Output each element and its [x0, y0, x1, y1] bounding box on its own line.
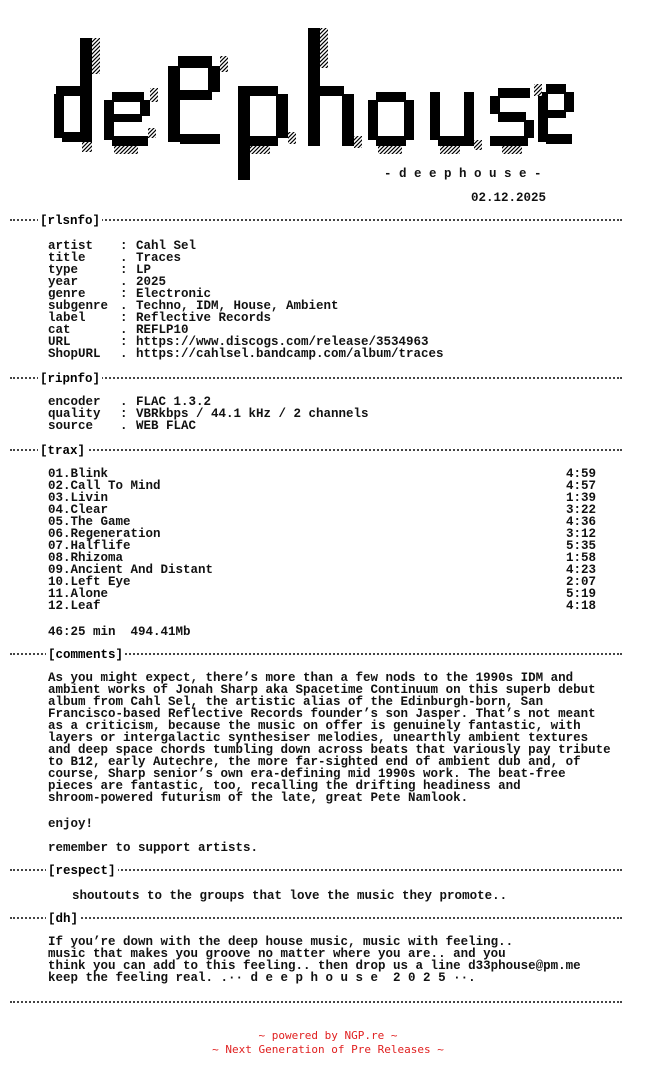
info-label: subgenre [48, 299, 109, 313]
track-duration: 4:59 [566, 467, 597, 481]
rip-separator: : [120, 407, 128, 421]
rip-value: FLAC 1.3.2 [136, 395, 212, 409]
track-duration: 4:57 [566, 479, 597, 493]
track-duration: 1:58 [566, 551, 597, 565]
track-duration: 1:39 [566, 491, 597, 505]
comment-line: as a criticism, because the music on offer is genuinely fantastic, with [48, 719, 581, 733]
rip-separator: . [120, 419, 128, 433]
info-separator: . [120, 275, 128, 289]
info-separator: : [120, 287, 128, 301]
info-separator: . [120, 251, 128, 265]
track-title: 11.Alone [48, 587, 109, 601]
info-value: 2025 [136, 275, 167, 289]
track-title: 08.Rhizoma [48, 551, 124, 565]
info-label: title [48, 251, 86, 265]
comment-line: to B12, early Autechre, the more far-sighted end of ambient dub and, of [48, 755, 581, 769]
rip-separator: . [120, 395, 128, 409]
comment-line: Francisco-based Reflective Records founder’s son Jasper. That’s not meant [48, 707, 596, 721]
total-runtime-size: 46:25 min 494.41Mb [48, 625, 191, 639]
footer-tagline: ~ Next Generation of Pre Releases ~ [212, 1043, 444, 1056]
track-duration: 5:19 [566, 587, 597, 601]
info-value: Techno, IDM, House, Ambient [136, 299, 339, 313]
info-label: label [48, 311, 86, 325]
rip-label: encoder [48, 395, 101, 409]
info-label: genre [48, 287, 86, 301]
rip-label: source [48, 419, 94, 433]
section-header-comments: [comments] [48, 648, 124, 662]
info-separator: : [120, 335, 128, 349]
section-header-rlsnfo: [rlsnfo] [40, 214, 101, 228]
comment-line: course, Sharp senior’s own era-defining mid 1990s work. The beat-free [48, 767, 566, 781]
track-duration: 5:35 [566, 539, 597, 553]
divider-rule [10, 1001, 622, 1003]
track-title: 09.Ancient And Distant [48, 563, 214, 577]
info-value: Traces [136, 251, 182, 265]
logo-subtitle: - d e e p h o u s e - [384, 167, 542, 181]
track-duration: 3:12 [566, 527, 597, 541]
info-separator: : [120, 311, 128, 325]
info-value: https://cahlsel.bandcamp.com/album/traces [136, 347, 444, 361]
dh-line: think you can add to this feeling.. then drop us a line d33phouse@pm.me [48, 959, 581, 973]
info-separator: . [120, 323, 128, 337]
track-title: 07.Halflife [48, 539, 131, 553]
release-date: 02.12.2025 [471, 191, 547, 205]
dh-line: music that makes you groove no matter where you are.. and you [48, 947, 506, 961]
section-header-ripnfo: [ripnfo] [40, 372, 101, 386]
info-separator: . [120, 299, 128, 313]
info-label: ShopURL [48, 347, 101, 361]
info-label: URL [48, 335, 71, 349]
comments-enjoy: enjoy! [48, 817, 94, 831]
track-title: 01.Blink [48, 467, 109, 481]
comment-line: album from Cahl Sel, the artistic alias of the Edinburgh-born, San [48, 695, 544, 709]
respect-shoutouts: shoutouts to the groups that love the music they promote.. [72, 889, 508, 903]
comment-line: As you might expect, there’s more than a few nods to the 1990s IDM and [48, 671, 574, 685]
divider-rule [10, 917, 622, 919]
info-value: Cahl Sel [136, 239, 197, 253]
track-title: 03.Livin [48, 491, 109, 505]
comments-remember: remember to support artists. [48, 841, 259, 855]
comment-line: and deep space chords tumbling down across beats that variously pay tribute [48, 743, 611, 757]
comment-line: shroom-powered futurism of the late, great Pete Namlook. [48, 791, 469, 805]
section-header-respect: [respect] [48, 864, 116, 878]
track-duration: 4:36 [566, 515, 597, 529]
info-label: artist [48, 239, 94, 253]
info-label: type [48, 263, 79, 277]
track-title: 06.Regeneration [48, 527, 161, 541]
info-separator: : [120, 239, 128, 253]
info-value: Electronic [136, 287, 212, 301]
deephouse-logo [54, 28, 574, 180]
comment-line: ambient works of Jonah Sharp aka Spacetime Continuum on this superb debut [48, 683, 596, 697]
dh-line: If you’re down with the deep house music, music with feeling.. [48, 935, 514, 949]
info-separator: . [120, 347, 128, 361]
footer-powered-by: ~ powered by NGP.re ~ [258, 1029, 398, 1042]
info-label: year [48, 275, 79, 289]
info-value: LP [136, 263, 152, 277]
track-duration: 3:22 [566, 503, 597, 517]
track-duration: 4:23 [566, 563, 597, 577]
divider-rule [10, 449, 622, 451]
rip-label: quality [48, 407, 101, 421]
comment-line: layers or intergalactic synthesiser melodies, unearthly ambient textures [48, 731, 589, 745]
info-separator: : [120, 263, 128, 277]
rip-value: WEB FLAC [136, 419, 197, 433]
track-duration: 2:07 [566, 575, 597, 589]
info-value: REFLP10 [136, 323, 189, 337]
comment-line: pieces are fantastic, too, recalling the drifting headiness and [48, 779, 521, 793]
section-header-dh: [dh] [48, 912, 79, 926]
section-header-trax: [trax] [40, 444, 86, 458]
track-title: 12.Leaf [48, 599, 101, 613]
rip-value: VBRkbps / 44.1 kHz / 2 channels [136, 407, 369, 421]
track-title: 04.Clear [48, 503, 109, 517]
info-value: https://www.discogs.com/release/3534963 [136, 335, 429, 349]
dh-line: keep the feeling real. .·· d e e p h o u s e 2 0 2 5 ··. [48, 971, 476, 985]
track-duration: 4:18 [566, 599, 597, 613]
info-value: Reflective Records [136, 311, 272, 325]
info-label: cat [48, 323, 71, 337]
track-title: 02.Call To Mind [48, 479, 161, 493]
track-title: 05.The Game [48, 515, 131, 529]
track-title: 10.Left Eye [48, 575, 131, 589]
